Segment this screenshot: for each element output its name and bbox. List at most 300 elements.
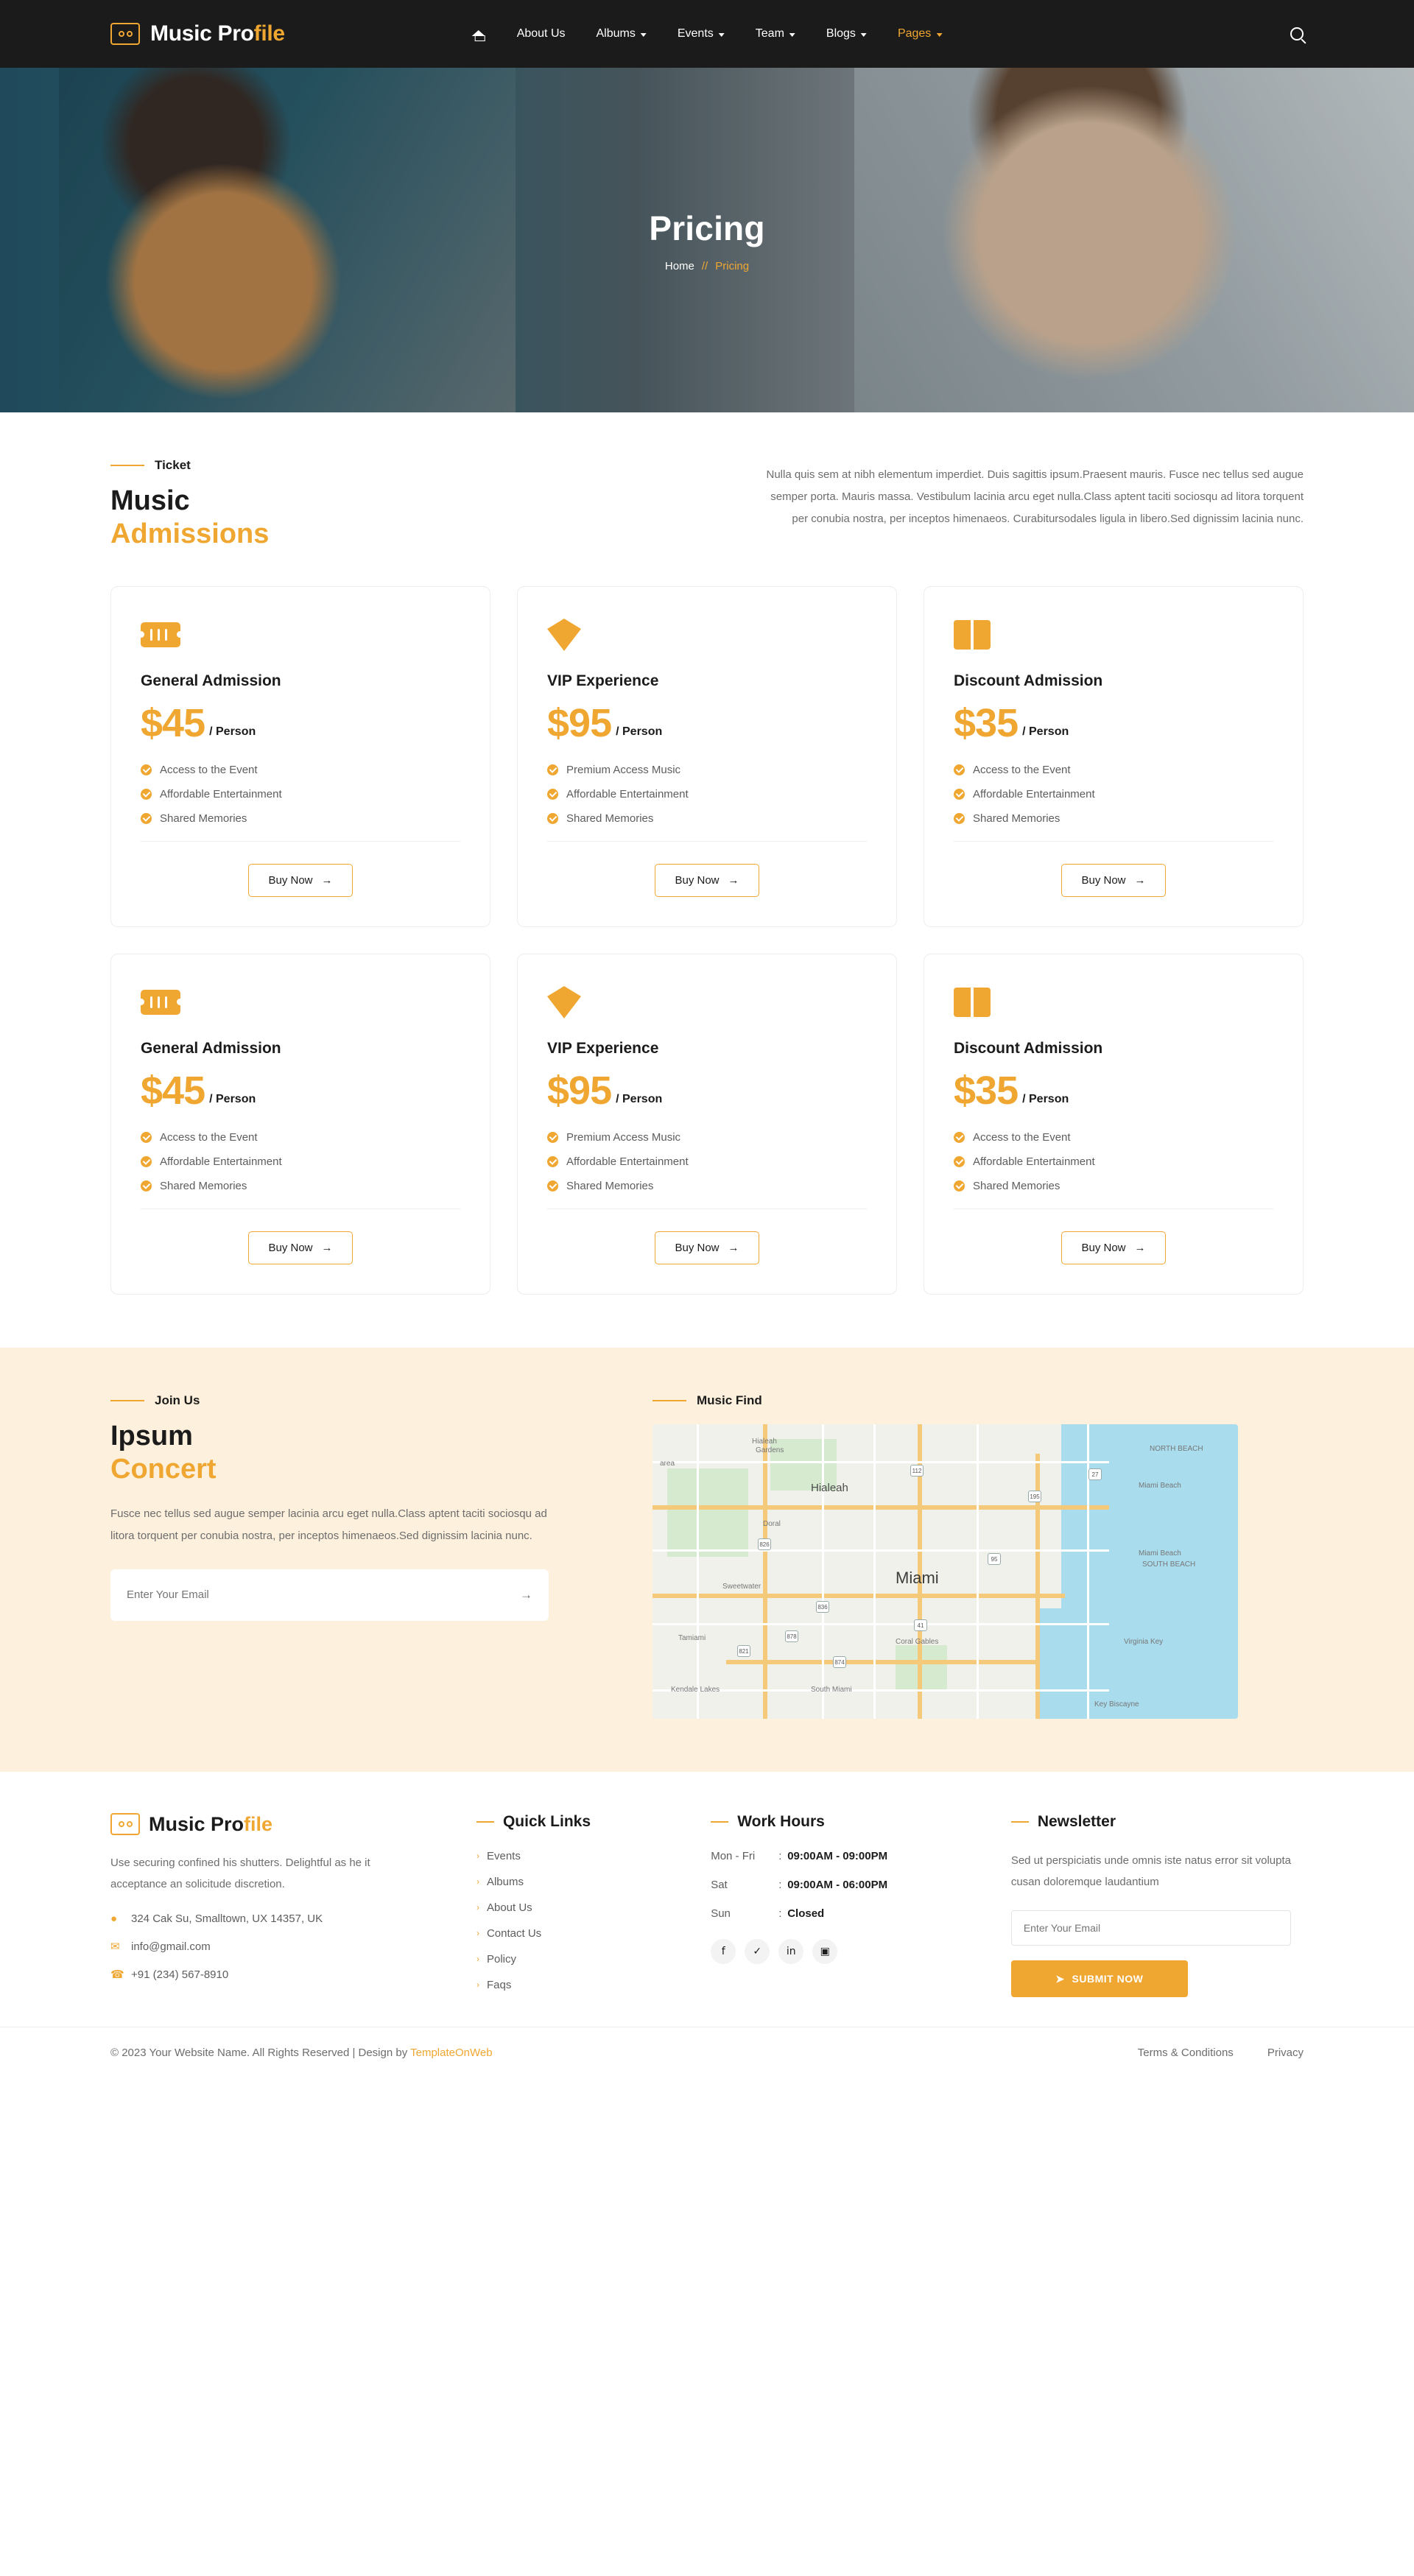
book-icon: [954, 988, 991, 1017]
facebook-icon[interactable]: f: [711, 1939, 736, 1964]
terms-link[interactable]: Terms & Conditions: [1137, 2046, 1234, 2059]
newsletter-email-input[interactable]: [1011, 1910, 1291, 1946]
eyebrow-bar-icon: [110, 1400, 144, 1401]
map-label-key-biscayne: Key Biscayne: [1094, 1700, 1139, 1708]
footer-newsletter-column: [1011, 1813, 1304, 2005]
map-highway: [653, 1594, 1065, 1598]
newsletter-text: Sed ut perspiciatis unde omnis iste natus error sit volupta cusan doloremque laudantium: [1010, 1854, 1292, 1888]
eyebrow-bar-icon: [110, 465, 144, 466]
arrow-right-icon: →: [1134, 1241, 1146, 1254]
divider: [954, 841, 1273, 842]
footer-link-events[interactable]: [476, 1850, 659, 1862]
ticket-icon: [141, 622, 180, 647]
buy-now-button[interactable]: [248, 1231, 352, 1264]
buy-now-button[interactable]: [248, 864, 352, 897]
heading-label: Newsletter: [1037, 1812, 1116, 1830]
link-label: Events: [486, 1849, 521, 1862]
feature-label: Access to the Event: [160, 1130, 258, 1144]
buy-now-label: Buy Now: [268, 1241, 313, 1254]
card-feature: [547, 812, 867, 825]
send-icon: ➤: [1055, 1972, 1065, 1985]
nav-item-events[interactable]: [678, 27, 725, 41]
map-embed[interactable]: [653, 1424, 1238, 1719]
card-feature: [547, 1155, 867, 1168]
chevron-down-icon: [789, 33, 795, 37]
feature-label: Affordable Entertainment: [973, 787, 1095, 800]
arrow-right-icon: →: [728, 1241, 739, 1254]
footer-quick-links-column: [476, 1813, 659, 2005]
submit-label: SUBMIT NOW: [1072, 1973, 1144, 1985]
chevron-down-icon: [861, 33, 867, 37]
check-icon: [954, 1132, 965, 1143]
card-feature: [141, 1131, 460, 1144]
chevron-right-icon: ›: [476, 1851, 479, 1862]
nav-label: Blogs: [826, 27, 856, 40]
card-price: $95: [547, 1068, 612, 1113]
map-label-south-beach: Miami Beach: [1139, 1549, 1181, 1558]
card-feature: [141, 764, 460, 776]
check-icon: [954, 813, 965, 824]
card-icon: [954, 985, 1273, 1019]
music-find-block: [653, 1393, 1304, 1719]
card-feature: [141, 1155, 460, 1168]
divider: [141, 1208, 460, 1209]
social-links: [711, 1939, 960, 1964]
eyebrow-label: Music Find: [697, 1393, 762, 1407]
map-label-north-beach: NORTH BEACH: [1150, 1444, 1203, 1453]
map-label-tamiami: Tamiami: [678, 1633, 706, 1642]
join-eyebrow: [110, 1393, 626, 1408]
check-icon: [954, 1156, 965, 1167]
map-label-coral-gables: Coral Gables: [896, 1637, 939, 1646]
card-feature: [547, 764, 867, 776]
work-hours-day: Sun: [711, 1907, 731, 1920]
legal-links: [1138, 2047, 1304, 2059]
feature-label: Access to the Event: [973, 1130, 1071, 1144]
pricing-section: [0, 412, 1414, 1295]
heading-bar-icon: [711, 1821, 728, 1823]
card-feature: [141, 1180, 460, 1192]
join-heading: [110, 1420, 626, 1487]
linkedin-icon[interactable]: in: [778, 1939, 803, 1964]
diamond-icon: [547, 619, 581, 651]
feature-label: Shared Memories: [160, 812, 247, 825]
chevron-right-icon: ›: [476, 1954, 479, 1965]
check-icon: [547, 789, 558, 800]
hero-banner: [0, 68, 1414, 412]
site-footer: [0, 1772, 1414, 2027]
card-price-row: [141, 1068, 460, 1113]
heading-bar-icon: [476, 1821, 494, 1823]
check-icon: [141, 764, 152, 775]
pricing-card[interactable]: [110, 586, 490, 927]
work-hours-day: Mon - Fri: [711, 1849, 756, 1862]
card-price-row: [547, 1068, 867, 1113]
buy-now-button[interactable]: [1061, 864, 1165, 897]
envelope-icon: ✉: [110, 1940, 120, 1954]
card-icon: [954, 618, 1273, 652]
map-road: [653, 1689, 1109, 1692]
feature-label: Shared Memories: [973, 812, 1060, 825]
map-highway: [726, 1660, 1035, 1664]
arrow-right-icon: →: [321, 873, 333, 887]
link-label: Faqs: [486, 1978, 512, 1991]
nav-item-home[interactable]: [472, 27, 486, 41]
work-hours-row: [711, 1907, 960, 1920]
nav-item-team[interactable]: [756, 27, 795, 41]
check-icon: [547, 1156, 558, 1167]
card-feature: [954, 812, 1273, 825]
twitter-icon[interactable]: ✓: [745, 1939, 770, 1964]
nav-item-pages[interactable]: [898, 27, 942, 41]
feature-label: Premium Access Music: [566, 763, 681, 776]
chevron-right-icon: ›: [476, 1979, 479, 1991]
nav-label: Events: [677, 27, 714, 40]
route-shield-826: 826: [758, 1538, 771, 1550]
nav-label: About Us: [516, 27, 566, 40]
card-icon: [141, 618, 460, 652]
card-feature: [547, 788, 867, 800]
card-price: $45: [141, 1068, 205, 1113]
breadcrumb-home[interactable]: Home: [664, 259, 694, 272]
quick-links-heading: [476, 1813, 659, 1831]
privacy-link[interactable]: Privacy: [1267, 2046, 1304, 2059]
map-highway: [653, 1505, 1109, 1510]
chevron-right-icon: ›: [476, 1928, 479, 1939]
breadcrumb-separator: //: [701, 259, 708, 272]
chevron-right-icon: ›: [476, 1902, 479, 1913]
chevron-down-icon: [719, 33, 725, 37]
footer-link-albums[interactable]: [476, 1876, 659, 1888]
divider: [954, 1208, 1273, 1209]
newsletter-heading: [1011, 1813, 1304, 1831]
join-us-left: [110, 1393, 626, 1719]
buy-now-button[interactable]: [655, 864, 759, 897]
colon: :: [778, 1849, 782, 1862]
map-eyebrow: [653, 1393, 1304, 1408]
check-icon: [141, 813, 152, 824]
map-label-south-beach-sub: SOUTH BEACH: [1142, 1560, 1196, 1569]
map-label-miami-beach: Miami Beach: [1139, 1481, 1181, 1490]
route-shield-878: 878: [785, 1630, 798, 1642]
section-eyebrow: [110, 458, 269, 473]
pricing-intro: [110, 458, 1304, 551]
check-icon: [954, 764, 965, 775]
site-header: [0, 0, 1414, 68]
map-road: [822, 1424, 824, 1719]
designer-link[interactable]: TemplateOnWeb: [410, 2046, 493, 2059]
feature-label: Shared Memories: [566, 1179, 654, 1192]
route-shield-821: 821: [737, 1645, 750, 1657]
work-hours-time: 09:00AM - 06:00PM: [787, 1878, 888, 1891]
card-feature: [547, 1180, 867, 1192]
arrow-right-icon: →: [1134, 873, 1146, 887]
check-icon: [141, 1180, 152, 1192]
book-icon: [954, 620, 991, 650]
buy-now-label: Buy Now: [1081, 1241, 1126, 1254]
copyright-text: [110, 2047, 493, 2059]
map-label-south-miami: South Miami: [811, 1685, 852, 1694]
card-price-unit: / Person: [1022, 1092, 1069, 1105]
card-action: [547, 864, 867, 897]
phone-icon: ☎: [110, 1968, 124, 1982]
buy-now-label: Buy Now: [675, 873, 720, 887]
map-road: [653, 1461, 1109, 1463]
pricing-intro-left: [110, 458, 269, 551]
chevron-right-icon: ›: [476, 1876, 479, 1887]
arrow-right-icon: →: [321, 1241, 333, 1254]
footer-link-about-us[interactable]: [476, 1901, 659, 1914]
card-action: [141, 1231, 460, 1264]
map-label-area: area: [660, 1459, 675, 1468]
ticket-icon: [141, 990, 180, 1015]
map-label-kendale-lakes: Kendale Lakes: [671, 1685, 720, 1694]
feature-label: Affordable Entertainment: [160, 787, 282, 800]
route-shield-195: 195: [1028, 1491, 1041, 1502]
phone-text: +91 (234) 567-8910: [131, 1968, 229, 1981]
card-price-row: [954, 700, 1273, 745]
footer-link-faqs[interactable]: [476, 1979, 659, 1991]
route-shield-112: 112: [910, 1465, 924, 1477]
join-us-section: [0, 1348, 1414, 1772]
nav-label: Team: [755, 27, 784, 40]
check-icon: [141, 1132, 152, 1143]
newsletter-form[interactable]: [110, 1569, 549, 1621]
card-title: Discount Admission: [954, 1039, 1103, 1057]
map-label-hialeah-gardens: Hialeah: [752, 1437, 777, 1446]
map-road: [653, 1623, 1109, 1625]
card-action: [954, 864, 1273, 897]
map-park: [667, 1468, 748, 1557]
map-road: [653, 1549, 1109, 1552]
footer-about-column: [110, 1813, 425, 2005]
card-action: [141, 864, 460, 897]
card-feature: [954, 764, 1273, 776]
search-button[interactable]: [1290, 27, 1304, 41]
route-shield-41: 41: [914, 1619, 927, 1631]
card-price-row: [954, 1068, 1273, 1113]
footer-phone[interactable]: [110, 1968, 425, 1981]
pricing-intro-text: Nulla quis sem at nibh elementum imperdiet. Duis sagittis ipsum.Praesent mauris. Fusce nec tellus sed augue semper porta. Mauris massa. Vestibulum lacinia arcu eget nulla.Class aptent taciti sociosqu ad litora torquent per conubia nostra, per inceptos himenaeos. Curabitursodales ligula in libero.Sed dignissim lacinia nunc.: [766, 468, 1304, 525]
map-label-miami: Miami: [896, 1568, 939, 1587]
card-action: [954, 1231, 1273, 1264]
card-icon: [547, 985, 867, 1019]
card-action: [547, 1231, 867, 1264]
route-shield-95: 95: [988, 1553, 1001, 1565]
heading-line-2: Admissions: [110, 518, 270, 549]
card-price-unit: / Person: [616, 725, 663, 738]
card-feature: [954, 1180, 1273, 1192]
divider: [141, 841, 460, 842]
feature-label: Access to the Event: [973, 763, 1071, 776]
card-title: VIP Experience: [547, 1039, 659, 1057]
heading-label: Quick Links: [502, 1812, 591, 1830]
pricing-card[interactable]: [924, 586, 1304, 927]
work-hours-heading: [711, 1813, 960, 1831]
card-feature: [954, 1155, 1273, 1168]
join-paragraph: Fusce nec tellus sed augue semper lacinia arcu eget nulla.Class aptent taciti sociosqu ad litora torquent per conubia nostra, per inceptos himenaeos.Sed dignissim lacinia nunc.: [110, 1507, 547, 1542]
breadcrumb-current: Pricing: [715, 259, 750, 272]
map-label-doral: Doral: [763, 1519, 781, 1528]
card-feature: [547, 1131, 867, 1144]
feature-label: Affordable Entertainment: [566, 787, 689, 800]
brand-logo[interactable]: [110, 21, 285, 46]
pricing-card[interactable]: [110, 954, 490, 1295]
feature-label: Affordable Entertainment: [566, 1155, 689, 1168]
map-highway: [763, 1424, 767, 1719]
heading-label: Work Hours: [737, 1812, 825, 1830]
map-label-sweetwater: Sweetwater: [722, 1582, 761, 1591]
copyright-label: © 2023 Your Website Name. All Rights Reserved | Design by: [110, 2046, 408, 2059]
card-price: $35: [954, 700, 1019, 745]
arrow-right-icon[interactable]: →: [520, 1587, 532, 1602]
check-icon: [547, 813, 558, 824]
nav-label: Albums: [596, 27, 636, 40]
buy-now-label: Buy Now: [675, 1241, 720, 1254]
heading-line-1: Ipsum: [110, 1420, 193, 1451]
card-feature: [141, 788, 460, 800]
eyebrow-label: Join Us: [155, 1393, 200, 1407]
buy-now-button[interactable]: [1061, 1231, 1165, 1264]
card-title: Discount Admission: [954, 672, 1103, 689]
card-icon: [547, 618, 867, 652]
eyebrow-bar-icon: [653, 1400, 686, 1401]
card-price-unit: / Person: [209, 725, 256, 738]
eyebrow-label: Ticket: [155, 458, 191, 472]
divider: [547, 841, 867, 842]
card-price-row: [141, 700, 460, 745]
buy-now-label: Buy Now: [1081, 873, 1126, 887]
heading-line-1: Music: [110, 485, 190, 516]
footer-email[interactable]: [110, 1940, 425, 1953]
work-hours-time: Closed: [787, 1907, 825, 1920]
card-feature: [954, 1131, 1273, 1144]
card-price: $45: [141, 700, 205, 745]
card-price-unit: / Person: [1022, 725, 1069, 738]
heading-line-2: Concert: [110, 1454, 217, 1485]
route-shield-836: 836: [816, 1601, 829, 1613]
pricing-card[interactable]: [517, 586, 897, 927]
link-label: Albums: [486, 1875, 524, 1888]
hero-content: [649, 208, 764, 272]
instagram-icon[interactable]: ▣: [812, 1939, 837, 1964]
check-icon: [141, 789, 152, 800]
route-shield-27: 27: [1088, 1468, 1102, 1480]
pricing-card[interactable]: [517, 954, 897, 1295]
link-label: Contact Us: [486, 1926, 542, 1940]
map-label-hialeah-gardens-2: Gardens: [756, 1446, 784, 1454]
route-shield-874: 874: [833, 1656, 846, 1668]
nav-label: Pages: [897, 27, 932, 40]
map-road: [873, 1424, 876, 1719]
feature-label: Affordable Entertainment: [973, 1155, 1095, 1168]
section-heading: [110, 485, 269, 551]
map-label-virginia-key: Virginia Key: [1124, 1637, 1164, 1646]
check-icon: [141, 1156, 152, 1167]
feature-label: Premium Access Music: [566, 1130, 681, 1144]
diamond-icon: [547, 986, 581, 1018]
footer-description: Use securing confined his shutters. Delightful as he it acceptance an solicitude discretion.: [110, 1856, 370, 1890]
buy-now-label: Buy Now: [268, 873, 313, 887]
card-price-unit: / Person: [209, 1092, 256, 1105]
card-price: $95: [547, 700, 612, 745]
brand-text: Music Profile: [150, 21, 285, 46]
card-title: General Admission: [141, 1039, 281, 1057]
footer-brand-text: Music Profile: [149, 1812, 273, 1835]
colon: :: [778, 1907, 782, 1920]
nav-item-blogs[interactable]: [826, 27, 867, 41]
feature-label: Shared Memories: [566, 812, 654, 825]
footer-address: [110, 1912, 425, 1925]
work-hours-day: Sat: [711, 1878, 728, 1891]
card-price-unit: / Person: [616, 1092, 663, 1105]
link-label: Policy: [486, 1952, 516, 1966]
link-label: About Us: [486, 1901, 532, 1914]
card-title: VIP Experience: [547, 672, 659, 689]
card-price: $35: [954, 1068, 1019, 1113]
buy-now-button[interactable]: [655, 1231, 759, 1264]
chevron-down-icon: [641, 33, 647, 37]
heading-bar-icon: [1011, 1821, 1029, 1823]
email-text: info@gmail.com: [131, 1940, 211, 1953]
footer-brand[interactable]: [110, 1813, 425, 1836]
radio-icon: [110, 23, 140, 45]
feature-label: Shared Memories: [160, 1179, 247, 1192]
search-icon: [1290, 27, 1304, 41]
check-icon: [547, 1132, 558, 1143]
check-icon: [547, 1180, 558, 1192]
card-feature: [141, 812, 460, 825]
submit-now-button[interactable]: [1011, 1960, 1188, 1997]
chevron-down-icon: [936, 33, 942, 37]
map-label-hialeah: Hialeah: [811, 1481, 848, 1494]
feature-label: Shared Memories: [973, 1179, 1060, 1192]
divider: [547, 1208, 867, 1209]
card-title: General Admission: [141, 672, 281, 689]
map-road: [977, 1424, 979, 1719]
colon: :: [778, 1878, 782, 1891]
footer-link-policy[interactable]: [476, 1953, 659, 1966]
pricing-card[interactable]: [924, 954, 1304, 1295]
email-input[interactable]: [127, 1588, 513, 1601]
pricing-cards-grid: [110, 586, 1304, 1295]
card-icon: [141, 985, 460, 1019]
feature-label: Affordable Entertainment: [160, 1155, 282, 1168]
breadcrumb: [649, 260, 764, 272]
check-icon: [954, 1180, 965, 1192]
nav-item-about-us[interactable]: [517, 27, 566, 41]
footer-work-hours-column: [711, 1813, 960, 2005]
card-price-row: [547, 700, 867, 745]
nav-item-albums[interactable]: [597, 27, 647, 41]
main-nav: [472, 27, 943, 41]
work-hours-row: [711, 1879, 960, 1891]
page-title: Pricing: [649, 208, 765, 247]
radio-icon: [110, 1813, 140, 1835]
footer-link-contact-us[interactable]: [476, 1927, 659, 1940]
feature-label: Access to the Event: [160, 763, 258, 776]
check-icon: [547, 764, 558, 775]
work-hours-time: 09:00AM - 09:00PM: [787, 1849, 888, 1862]
work-hours-row: [711, 1850, 960, 1862]
arrow-right-icon: →: [728, 873, 739, 887]
check-icon: [954, 789, 965, 800]
location-pin-icon: ●: [110, 1912, 118, 1926]
home-icon: [472, 27, 486, 41]
copyright-bar: [0, 2027, 1414, 2078]
card-feature: [954, 788, 1273, 800]
address-text: 324 Cak Su, Smalltown, UX 14357, UK: [131, 1912, 323, 1926]
